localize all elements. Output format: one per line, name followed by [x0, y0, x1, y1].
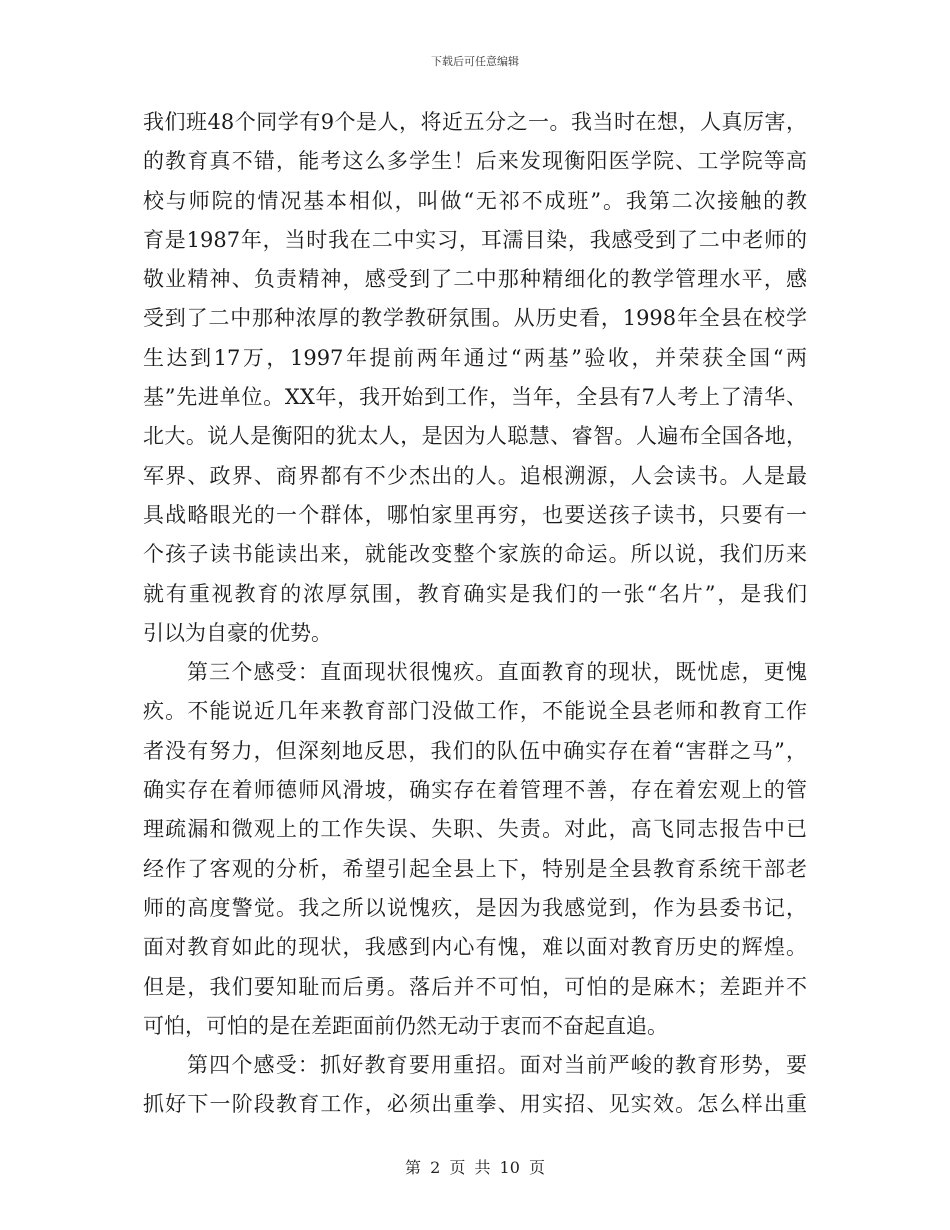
body-line: 经作了客观的分析，希望引起全县上下，特别是全县教育系统干部老: [143, 856, 807, 881]
body-line: 我们班48个同学有9个是人，将近五分之一。我当时在想，人真厉害，: [143, 110, 807, 134]
body-line: 具战略眼光的一个群体，哪怕家里再穷，也要送孩子读书，只要有一: [143, 502, 807, 527]
body-line: 敬业精神、负责精神，感受到了二中那种精细化的教学管理水平，感: [143, 267, 807, 292]
body-line: 可怕，可怕的是在差距面前仍然无动于衷而不奋起直追。: [143, 1013, 668, 1038]
body-line: 引以为自豪的优势。: [143, 620, 332, 645]
body-line: 的教育真不错，能考这么多学生！后来发现衡阳医学院、工学院等高: [143, 149, 807, 174]
page-header-note: 下载后可任意编辑: [431, 55, 519, 68]
document-body: [143, 103, 807, 1125]
body-line: 面对教育如此的现状，我感到内心有愧，难以面对教育历史的辉煌。: [143, 935, 807, 960]
body-line: 确实存在着师德师风滑坡，确实存在着管理不善，存在着宏观上的管: [143, 778, 807, 803]
body-line: 受到了二中那种浓厚的教学教研氛围。从历史看，1998年全县在校学: [143, 306, 807, 331]
page-number: 第 2 页 共 10 页: [405, 1158, 545, 1177]
body-line: 育是1987年，当时我在二中实习，耳濡目染，我感受到了二中老师的: [143, 227, 807, 252]
body-line: 军界、政界、商界都有不少杰出的人。追根溯源，人会读书。人是最: [143, 463, 807, 488]
body-line: 北大。说人是衡阳的犹太人，是因为人聪慧、睿智。人遍布全国各地，: [143, 424, 807, 449]
body-line: 第四个感受：抓好教育要用重招。面对当前严峻的教育形势，要: [187, 1053, 807, 1078]
body-line: 师的高度警觉。我之所以说愧疚，是因为我感觉到，作为县委书记，: [143, 895, 807, 920]
body-line: 理疏漏和微观上的工作失误、失职、失责。对此，高飞同志报告中已: [143, 817, 807, 842]
body-line: 生达到17万，1997年提前两年通过“两基”验收，并荣获全国“两: [143, 345, 807, 370]
body-line: 抓好下一阶段教育工作，必须出重拳、用实招、见实效。怎么样出重: [143, 1092, 807, 1117]
body-line: 个孩子读书能读出来，就能改变整个家族的命运。所以说，我们历来: [143, 542, 807, 567]
body-line: 校与师院的情况基本相似，叫做“无祁不成班”。我第二次接触的教: [143, 188, 807, 213]
body-line: 疚。不能说近几年来教育部门没做工作，不能说全县老师和教育工作: [143, 699, 807, 724]
body-line: 者没有努力，但深刻地反思，我们的队伍中确实存在着“害群之马”，: [143, 738, 807, 763]
body-line: 基”先进单位。XX年，我开始到工作，当年，全县有7人考上了清华、: [143, 385, 807, 410]
body-line: 第三个感受：直面现状很愧疚。直面教育的现状，既忧虑，更愧: [187, 660, 807, 685]
body-line: 就有重视教育的浓厚氛围，教育确实是我们的一张“名片”，是我们: [143, 581, 807, 606]
body-line: 但是，我们要知耻而后勇。落后并不可怕，可怕的是麻木；差距并不: [143, 974, 807, 999]
